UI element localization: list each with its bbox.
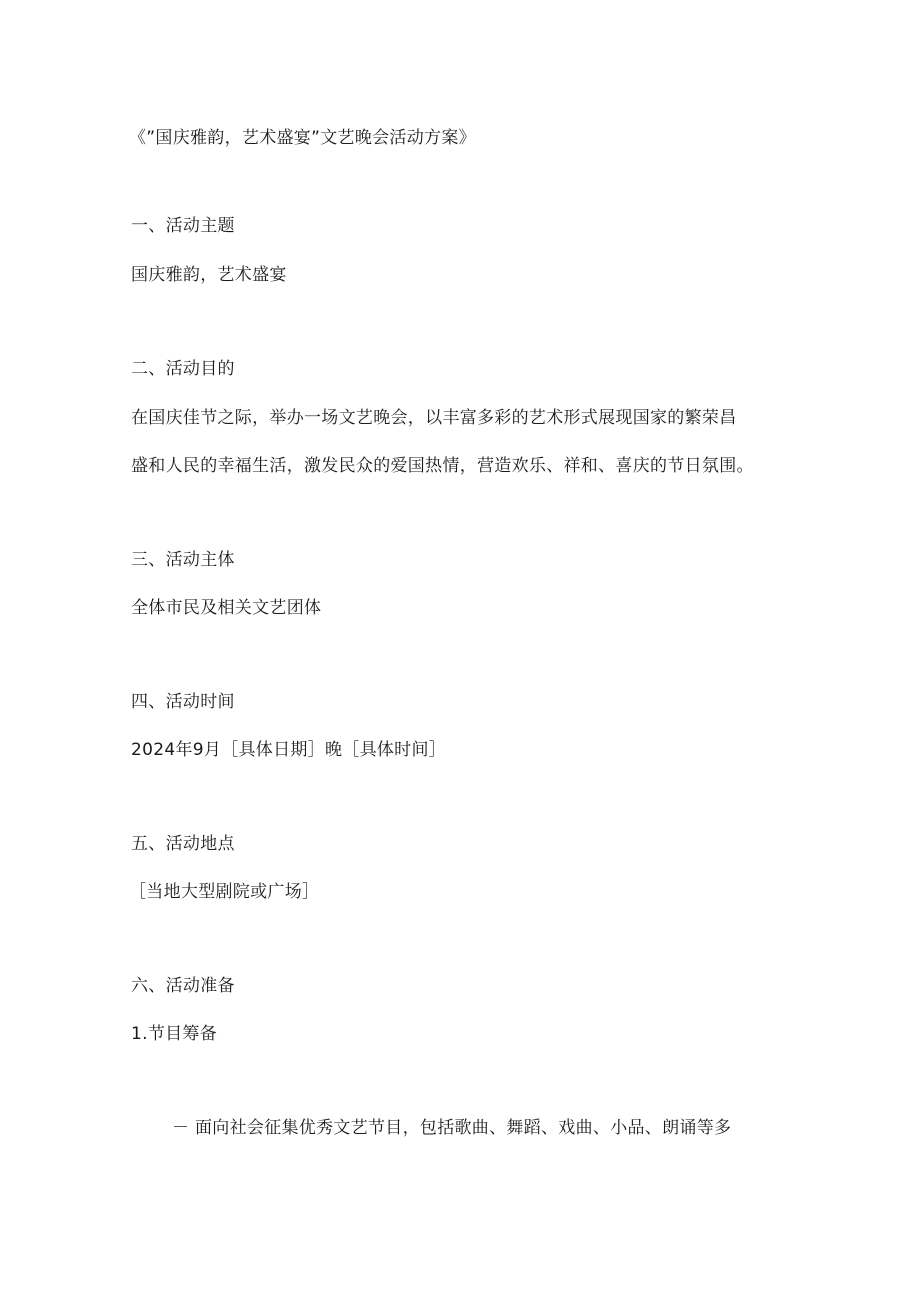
section-text-time: 2024年9月［具体日期］晚［具体时间］ <box>131 740 447 760</box>
list-item: － 面向社会征集优秀文艺节目，包括歌曲、舞蹈、戏曲、小品、朗诵等多 <box>172 1118 732 1138</box>
section-heading-time: 四、活动时间 <box>131 692 235 712</box>
section-text-participants: 全体市民及相关文艺团体 <box>131 598 322 618</box>
document-title: 《”国庆雅韵，艺术盛宴”文艺晚会活动方案》 <box>129 128 476 148</box>
section-heading-participants: 三、活动主体 <box>131 550 235 570</box>
section-heading-preparation: 六、活动准备 <box>131 976 235 996</box>
section-heading-purpose: 二、活动目的 <box>131 359 235 379</box>
subsection-heading-program: 1.节目筹备 <box>131 1024 218 1044</box>
section-text-venue: ［当地大型剧院或广场］ <box>129 882 320 902</box>
section-text-purpose-line-2: 盛和人民的幸福生活，激发民众的爱国热情，营造欢乐、祥和、喜庆的节日氛围。 <box>131 456 754 476</box>
section-heading-venue: 五、活动地点 <box>131 834 235 854</box>
section-text-purpose-line-1: 在国庆佳节之际，举办一场文艺晚会，以丰富多彩的艺术形式展现国家的繁荣昌 <box>131 408 737 428</box>
section-heading-theme: 一、活动主题 <box>131 216 235 236</box>
section-text-theme: 国庆雅韵，艺术盛宴 <box>131 265 287 285</box>
